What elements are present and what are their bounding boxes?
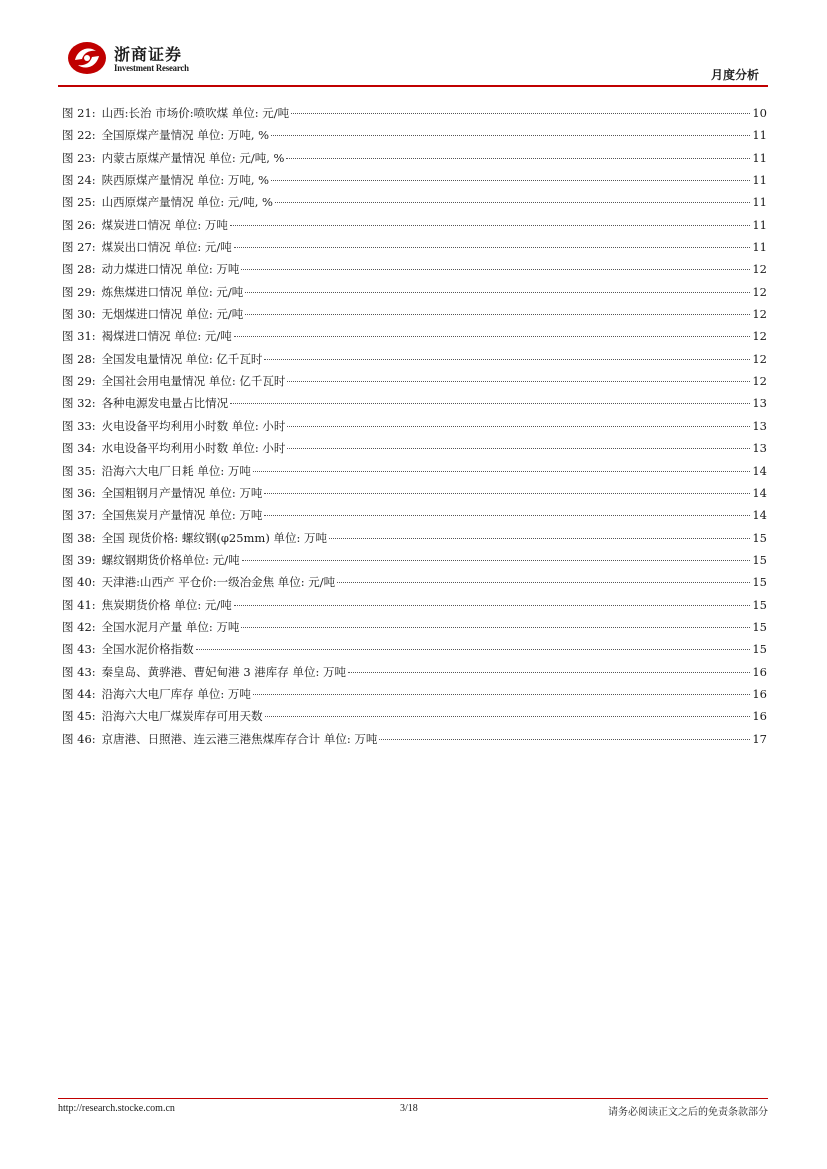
toc-figure-number: 图 43: <box>62 664 96 679</box>
toc-entry-label <box>58 281 243 303</box>
toc-dot-leader <box>271 135 750 136</box>
toc-entry-label <box>58 325 232 347</box>
toc-entry-label <box>58 392 228 414</box>
toc-figure-title: 全国发电量情况 单位: 亿千瓦时 <box>101 351 263 366</box>
toc-entry[interactable] <box>58 147 768 169</box>
toc-entry[interactable] <box>58 325 768 347</box>
toc-page-number: 15 <box>752 597 767 612</box>
toc-dot-leader <box>337 582 750 583</box>
toc-entry[interactable] <box>58 705 768 727</box>
toc-figure-number: 图 34: <box>62 441 96 456</box>
toc-dot-leader <box>264 359 750 360</box>
toc-entry[interactable] <box>58 415 768 437</box>
company-logo-icon <box>66 40 108 76</box>
toc-dot-leader <box>234 336 751 337</box>
toc-entry[interactable] <box>58 482 768 504</box>
toc-figure-title: 沿海六大电厂煤炭库存可用天数 <box>101 709 263 724</box>
toc-entry-label <box>58 460 251 482</box>
toc-dot-leader <box>245 292 750 293</box>
toc-page-number: 15 <box>752 575 767 590</box>
toc-entry[interactable] <box>58 214 768 236</box>
toc-entry-label <box>58 102 289 124</box>
toc-dot-leader <box>264 515 750 516</box>
toc-entry-label <box>58 214 228 236</box>
toc-page-number: 12 <box>752 351 767 366</box>
toc-dot-leader <box>230 225 751 226</box>
toc-page-number: 10 <box>752 106 767 120</box>
toc-figure-number: 图 36: <box>62 485 96 500</box>
footer-divider <box>58 1098 768 1099</box>
brand-name-en: Investment Research <box>114 64 189 74</box>
toc-figure-number: 图 24: <box>62 173 96 188</box>
toc-entry-label <box>58 504 262 526</box>
toc-page-number: 11 <box>752 150 767 165</box>
toc-entry-label <box>58 258 239 280</box>
toc-figure-title: 全国水泥价格指数 <box>101 642 194 657</box>
toc-dot-leader <box>253 471 751 472</box>
toc-entry[interactable] <box>58 594 768 616</box>
toc-page-number: 17 <box>752 731 767 746</box>
toc-page-number: 14 <box>752 463 767 478</box>
toc-figure-title: 水电设备平均利用小时数 单位: 小时 <box>101 441 286 456</box>
toc-entry-label <box>58 616 239 638</box>
toc-entry[interactable] <box>58 191 768 213</box>
toc-entry-label <box>58 147 284 169</box>
toc-figure-number: 图 45: <box>62 709 96 724</box>
report-type-label: 月度分析 <box>710 68 759 82</box>
toc-entry[interactable] <box>58 281 768 303</box>
toc-entry-label <box>58 705 263 727</box>
toc-entry[interactable] <box>58 348 768 370</box>
toc-dot-leader <box>271 180 750 181</box>
toc-dot-leader <box>265 716 751 717</box>
toc-dot-leader <box>286 158 750 159</box>
toc-page-number: 12 <box>752 374 767 389</box>
toc-figure-title: 沿海六大电厂库存 单位: 万吨 <box>101 686 251 701</box>
toc-figure-number: 图 39: <box>62 552 96 567</box>
toc-page-number: 11 <box>752 217 767 232</box>
toc-figure-title: 全国焦炭月产量情况 单位: 万吨 <box>101 508 263 523</box>
toc-figure-number: 图 30: <box>62 307 96 322</box>
toc-dot-leader <box>348 672 750 673</box>
toc-page-number: 14 <box>752 508 767 523</box>
toc-entry[interactable] <box>58 527 768 549</box>
toc-figure-title: 沿海六大电厂日耗 单位: 万吨 <box>101 463 251 478</box>
toc-dot-leader <box>287 426 750 427</box>
toc-figure-number: 图 44: <box>62 686 96 701</box>
toc-entry-label <box>58 124 269 146</box>
toc-entry[interactable] <box>58 303 768 325</box>
toc-entry-label <box>58 594 232 616</box>
toc-entry-label <box>58 571 335 593</box>
toc-figure-number: 图 38: <box>62 530 96 545</box>
toc-dot-leader <box>379 739 750 740</box>
toc-figure-number: 图 27: <box>62 240 96 255</box>
toc-entry-label <box>58 348 262 370</box>
toc-dot-leader <box>230 403 750 404</box>
toc-page-number: 12 <box>752 307 767 322</box>
toc-figure-title: 山西:长治 市场价:喷吹煤 单位: 元/吨 <box>101 106 290 120</box>
toc-figure-title: 煤炭进口情况 单位: 万吨 <box>101 217 228 232</box>
toc-figure-number: 图 23: <box>62 150 96 165</box>
toc-page-number: 15 <box>752 642 767 657</box>
toc-entry[interactable] <box>58 504 768 526</box>
toc-entry-label <box>58 482 262 504</box>
toc-entry[interactable] <box>58 124 768 146</box>
toc-entry-label <box>58 236 232 258</box>
toc-figure-number: 图 35: <box>62 463 96 478</box>
toc-page-number: 13 <box>752 418 767 433</box>
toc-entry-label <box>58 638 194 660</box>
toc-entry[interactable] <box>58 549 768 571</box>
toc-figure-number: 图 33: <box>62 418 96 433</box>
toc-dot-leader <box>287 448 750 449</box>
toc-entry-label <box>58 370 285 392</box>
toc-figure-number: 图 26: <box>62 217 96 232</box>
toc-figure-number: 图 37: <box>62 508 96 523</box>
toc-figure-number: 图 40: <box>62 575 96 590</box>
toc-entry-label <box>58 303 243 325</box>
footer-disclaimer: 请务必阅读正文之后的免责条款部分 <box>608 1107 768 1118</box>
toc-page-number: 16 <box>752 709 767 724</box>
toc-page-number: 15 <box>752 530 767 545</box>
toc-dot-leader <box>234 247 751 248</box>
toc-entry[interactable] <box>58 169 768 191</box>
toc-dot-leader <box>245 314 750 315</box>
toc-dot-leader <box>196 649 751 650</box>
toc-dot-leader <box>287 381 750 382</box>
toc-figure-number: 图 31: <box>62 329 96 344</box>
toc-entry-label <box>58 169 269 191</box>
toc-figure-title: 全国社会用电量情况 单位: 亿千瓦时 <box>101 374 286 389</box>
toc-figure-number: 图 29: <box>62 374 96 389</box>
toc-figure-number: 图 25: <box>62 195 96 210</box>
toc-page-number: 12 <box>752 262 767 277</box>
toc-entry[interactable] <box>58 616 768 638</box>
toc-entry-label <box>58 191 273 213</box>
toc-page-number: 16 <box>752 686 767 701</box>
toc-figure-title: 内蒙古原煤产量情况 单位: 元/吨, % <box>101 150 285 165</box>
toc-page-number: 11 <box>752 240 767 255</box>
toc-dot-leader <box>242 560 751 561</box>
toc-entry[interactable] <box>58 236 768 258</box>
toc-page-number: 12 <box>752 284 767 299</box>
toc-figure-title: 全国原煤产量情况 单位: 万吨, % <box>101 128 270 143</box>
toc-figure-title: 陕西原煤产量情况 单位: 万吨, % <box>101 173 270 188</box>
toc-entry[interactable] <box>58 661 768 683</box>
toc-page-number: 11 <box>752 195 767 210</box>
toc-dot-leader <box>241 269 750 270</box>
toc-figure-number: 图 32: <box>62 396 96 411</box>
toc-page-number: 13 <box>752 396 767 411</box>
toc-entry-label <box>58 728 377 750</box>
toc-figure-title: 煤炭出口情况 单位: 元/吨 <box>101 240 232 255</box>
toc-entry[interactable] <box>58 392 768 414</box>
toc-figure-title: 山西原煤产量情况 单位: 元/吨, % <box>101 195 273 210</box>
toc-figure-title: 炼焦煤进口情况 单位: 元/吨 <box>101 284 244 299</box>
toc-entry[interactable] <box>58 683 768 705</box>
toc-entry[interactable] <box>58 728 768 750</box>
toc-figure-title: 焦炭期货价格 单位: 元/吨 <box>101 597 232 612</box>
toc-figure-number: 图 42: <box>62 619 96 634</box>
toc-entry-label <box>58 661 346 683</box>
toc-figure-number: 图 43: <box>62 642 96 657</box>
toc-figure-title: 全国粗钢月产量情况 单位: 万吨 <box>101 485 263 500</box>
toc-dot-leader <box>241 627 750 628</box>
toc-page-number: 12 <box>752 329 767 344</box>
toc-page-number: 14 <box>752 485 767 500</box>
toc-entry[interactable] <box>58 460 768 482</box>
toc-figure-title: 天津港:山西产 平仓价:一级冶金焦 单位: 元/吨 <box>101 575 336 590</box>
toc-page-number: 15 <box>752 552 767 567</box>
toc-page-number: 13 <box>752 441 767 456</box>
toc-figure-number: 图 21: <box>62 106 96 120</box>
toc-dot-leader <box>253 694 751 695</box>
toc-figure-number: 图 46: <box>62 731 96 746</box>
toc-entry[interactable] <box>58 437 768 459</box>
toc-figure-title: 螺纹钢期货价格单位: 元/吨 <box>101 552 240 567</box>
toc-entry[interactable] <box>58 258 768 280</box>
toc-figure-number: 图 29: <box>62 284 96 299</box>
toc-entry-label <box>58 527 327 549</box>
toc-entry[interactable] <box>58 370 768 392</box>
toc-figure-number: 图 22: <box>62 128 96 143</box>
toc-entry[interactable] <box>58 571 768 593</box>
toc-page-number: 15 <box>752 619 767 634</box>
toc-entry[interactable] <box>58 102 768 124</box>
toc-figure-number: 图 28: <box>62 351 96 366</box>
toc-entry-label <box>58 549 240 571</box>
toc-dot-leader <box>329 538 750 539</box>
figure-index-list <box>58 102 768 750</box>
toc-dot-leader <box>291 113 750 114</box>
toc-entry-label <box>58 683 251 705</box>
toc-dot-leader <box>234 605 751 606</box>
toc-figure-title: 褐煤进口情况 单位: 元/吨 <box>101 329 232 344</box>
toc-figure-title: 全国 现货价格: 螺纹钢(φ25mm) 单位: 万吨 <box>101 530 328 545</box>
toc-figure-number: 图 41: <box>62 597 96 612</box>
toc-figure-number: 图 28: <box>62 262 96 277</box>
toc-entry[interactable] <box>58 638 768 660</box>
footer-url-link[interactable]: http://research.stocke.com.cn <box>58 1103 175 1114</box>
page-number: 3/18 <box>400 1103 418 1114</box>
toc-figure-title: 秦皇岛、黄骅港、曹妃甸港 3 港库存 单位: 万吨 <box>101 664 346 679</box>
toc-entry-label <box>58 415 285 437</box>
page-header <box>0 0 827 92</box>
toc-figure-title: 火电设备平均利用小时数 单位: 小时 <box>101 418 286 433</box>
toc-figure-title: 动力煤进口情况 单位: 万吨 <box>101 262 240 277</box>
header-divider <box>58 85 768 87</box>
toc-figure-title: 各种电源发电量占比情况 <box>101 396 229 411</box>
toc-dot-leader <box>275 202 750 203</box>
toc-figure-title: 无烟煤进口情况 单位: 元/吨 <box>101 307 244 322</box>
toc-dot-leader <box>264 493 750 494</box>
toc-page-number: 16 <box>752 664 767 679</box>
toc-page-number: 11 <box>752 173 767 188</box>
brand-name-cn: 浙商证券 <box>114 45 183 64</box>
toc-figure-title: 京唐港、日照港、连云港三港焦煤库存合计 单位: 万吨 <box>101 731 378 746</box>
toc-page-number: 11 <box>752 128 767 143</box>
toc-entry-label <box>58 437 285 459</box>
toc-figure-title: 全国水泥月产量 单位: 万吨 <box>101 619 240 634</box>
